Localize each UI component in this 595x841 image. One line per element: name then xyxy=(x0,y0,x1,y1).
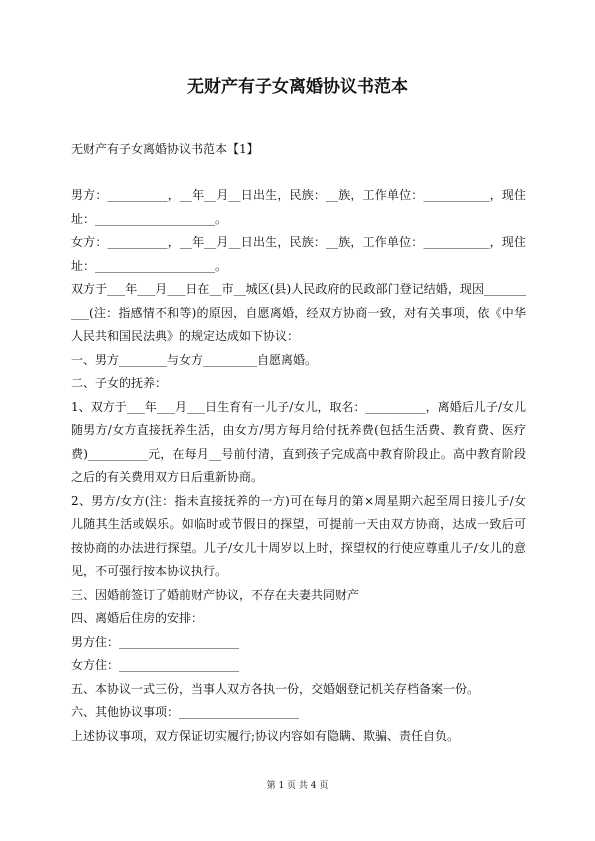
paragraph-clause-5: 五、本协议一式三份，当事人双方各执一份，交婚姻登记机关存档备案一份。 xyxy=(71,681,480,696)
paragraph-wife-info: 女方：__________，__年__月__日出生，民族：__族，工作单位：___________，现住址：____________________。 xyxy=(71,235,526,273)
paragraph-marriage-registration: 双方于___年___月___日在__市__城区(县)人民政府的民政部门登记结婚，现因__________(注：指感情不和等)的原因，自愿离婚，经双方协商一致，对有关事项，依《中华人民共和国民法典》的规定达成如下协议： xyxy=(71,282,526,343)
paragraph-clause-1: 一、男方________与女方_________自愿离婚。 xyxy=(71,352,318,367)
paragraph-clause-3: 三、因婚前签订了婚前财产协议，不存在夫妻共同财产 xyxy=(71,587,360,602)
paragraph-husband-residence: 男方住：____________________ xyxy=(71,634,240,649)
paragraph-wife-residence: 女方住：____________________ xyxy=(71,658,240,672)
page-number-footer: 第 1 页 共 4 页 xyxy=(266,781,329,791)
paragraph-husband-info: 男方：__________，__年__月__日出生，民族：__族，工作单位：___________，现住址：____________________。 xyxy=(71,188,526,226)
paragraph-clause-4-heading: 四、离婚后住房的安排： xyxy=(71,611,204,625)
paragraph-child-custody: 1、双方于___年___月___日生育有一儿子/女儿，取名：__________，离婚后儿子/女儿随男方/女方直接抚养生活，由女方/男方每月给付抚养费(包括生活费、教育费、医疗费)__________元，在每月__号前付清，直到孩子完成高中教育阶段止。高中教育阶段之后的有关费用双方日后重新协商。 xyxy=(71,399,526,484)
document-body xyxy=(71,184,526,748)
paragraph-clause-2-heading: 二、子女的抚养： xyxy=(71,376,168,390)
paragraph-clause-6: 六、其他协议事项：____________________ xyxy=(71,705,300,719)
section-heading: 无财产有子女离婚协议书范本【1】 xyxy=(71,142,259,156)
document-title: 无财产有子女离婚协议书范本 xyxy=(187,77,408,97)
paragraph-visitation: 2、男方/女方(注：指未直接抚养的一方)可在每月的第×周星期六起至周日接儿子/女儿随其生活或娱乐。如临时或节假日的探望，可提前一天由双方协商，达成一致后可按协商的办法进行探望。儿子/女儿十周岁以上时，探望权的行使应尊重儿子/女儿的意见，不可强行按本协议执行。 xyxy=(71,493,526,578)
paragraph-guarantee: 上述协议事项，双方保证切实履行;协议内容如有隐瞒、欺骗、责任自负。 xyxy=(71,728,460,743)
